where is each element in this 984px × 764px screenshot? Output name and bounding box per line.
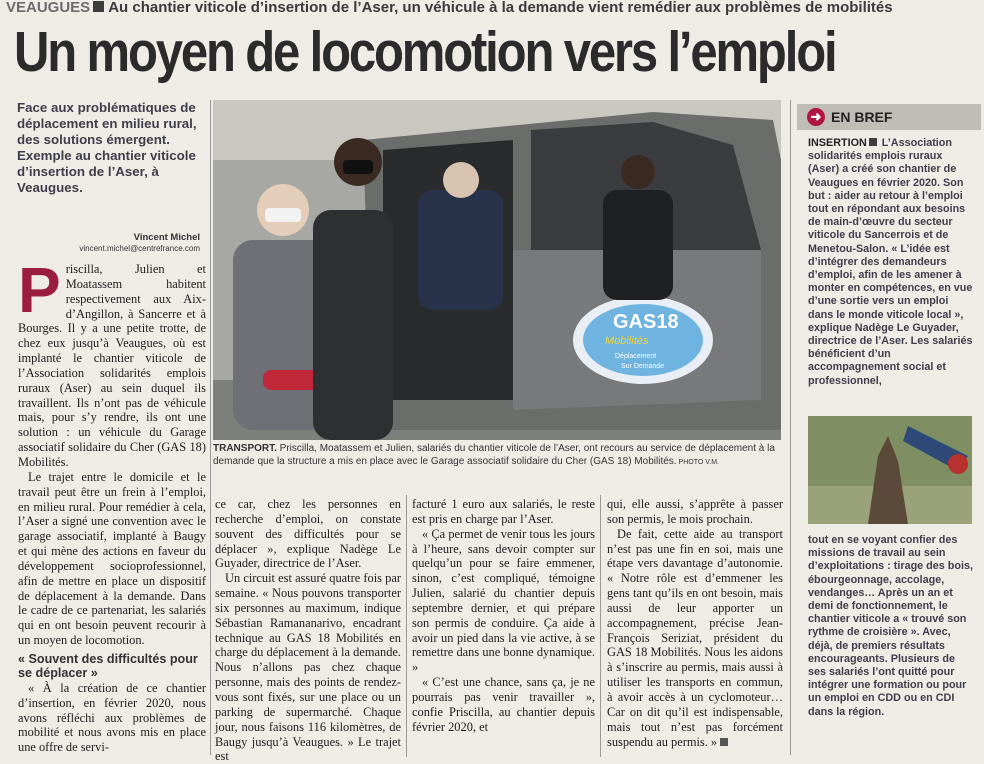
arrow-right-icon: ➜ bbox=[807, 108, 825, 126]
headline: Un moyen de locomotion vers l’emploi bbox=[14, 20, 836, 84]
standfirst: Face aux problématiques de déplacement en milieu rural, des solutions émergent. Exemple au chantier viticole d’insertion de l’Aser, à Veaugues. bbox=[17, 100, 197, 195]
photo-van bbox=[213, 100, 781, 440]
en-bref-text-1: L’Association solidarités emplois ruraux (Aser) a créé son chantier de Veaugues en février 2020. Son but : aider au retour à l’emploi tout en répondant aux besoins de main-d’œuvre du secteur viticole du Sancerrois et de Menetou-Salon. « L’idée est d’intégrer des demandeurs d’emploi, afin de les amener à monter en compétences, en vue d’une sortie vers un emploi dans le monde viticole local », explique Nadège Le Guyader, directrice de l’Aser. Les salariés bénéficient d’un accompagnement social et professionnel, bbox=[808, 137, 973, 387]
vineyard-photo bbox=[808, 416, 972, 524]
van-illustration bbox=[213, 100, 781, 440]
subheading: « Souvent des difficultés pour se déplacer » bbox=[18, 651, 198, 681]
column-divider bbox=[790, 100, 791, 755]
c2-paragraph-2: Un circuit est assuré quatre fois par semaine. « Nous pouvons transporter six personnes au maximum, indique Sébastian Ramananarivo, encadrant technique au GAS 18 Mobilités en charge du déplacement à la demande. Nous n’allons pas chez chaque personne, mais des points de rendez-vous sont fixés, sur une place ou un parking de supermarché. Chaque jour, nous faisons 116 kilomètres, de Baugy jusqu’à Veaugues. » Le trajet est bbox=[215, 571, 401, 764]
en-bref-header bbox=[797, 104, 981, 130]
c2-paragraph-1: ce car, chez les personnes en recherche d’emploi, on constate souvent des difficultés pour se déplacer », explique Nadège Le Guyader, directrice de l’Aser. bbox=[215, 497, 401, 571]
article-column-4 bbox=[607, 497, 783, 749]
en-bref-text-top bbox=[808, 137, 976, 388]
square-bullet-icon bbox=[869, 138, 877, 146]
drop-cap: P bbox=[18, 254, 61, 326]
c3-paragraph-3: « C’est une chance, sans ça, je ne pourrais pas venir travailler », confie Priscilla, au chantier depuis février 2020, et bbox=[412, 675, 595, 734]
paragraph-2: Le trajet entre le domicile et le travail peut être un frein à l’emploi, en milieu rural. Pour remédier à cela, l’Aser a signé une convention avec le garage associatif, implanté à Baugy et qui mène des actions en faveur du développement socioprofessionnel, afin de mettre en place un dispositif de déplacement à la demande. Dans le cadre de ce partenariat, les salariés qui en ont besoin peuvent recourir à un moyen de locomotion. bbox=[18, 469, 206, 648]
van-logo-text: GAS18 bbox=[613, 311, 679, 333]
van-logo-subtext: Mobilités bbox=[605, 335, 649, 347]
column-divider bbox=[406, 495, 407, 757]
caption-label: TRANSPORT. bbox=[213, 443, 277, 454]
caption-text: Priscilla, Moatassem et Julien, salariés du chantier viticole de l’Aser, ont recours au service de déplacement à la demande que la structure a mis en place avec le Garage associatif solidaire du Cher (GAS 18) Mobilités. bbox=[213, 443, 775, 467]
author-email: vincent.michel@centrefrance.com bbox=[79, 244, 200, 253]
en-bref-title: EN BREF bbox=[831, 109, 893, 125]
c4-paragraph-2: De fait, cette aide au transport n’est pas une fin en soi, mais une étape vers davantage d’autonomie. « Notre rôle est d’emmener les gens tant qu’ils en ont besoin, mais aussi de leur apporter un accompagnement, précise Jean-François Seriziat, président du GAS 18 Mobilités. Nous les aidons à s’inscrire au permis, mais aussi à utiliser les transports en commun, à avoir accès à un cyclomoteur… Car on dit qu’il est indispensable, mais tout n’est pas forcément suspendu au permis. » bbox=[607, 526, 783, 749]
photo-caption bbox=[213, 442, 783, 469]
c3-paragraph-2: « Ça permet de venir tous les jours à l’heure, sans devoir compter sur quelqu’un pour se faire emmener, sinon, c’est compliqué, témoigne Julien, salarié du chantier depuis septembre dernier, et qui prépare son permis de conduire. Ça aide à avoir un pied dans la vie active, à se remettre dans une bonne dynamique. » bbox=[412, 526, 595, 675]
article-column-1 bbox=[18, 254, 206, 755]
photo-credit: PHOTO V.M. bbox=[676, 459, 719, 466]
article-column-2 bbox=[215, 497, 401, 764]
van-logo-line4: Sur Demande bbox=[621, 363, 665, 370]
column-divider bbox=[600, 495, 601, 757]
c4-paragraph-1: qui, elle aussi, s’apprête à passer son permis, le mois prochain. bbox=[607, 497, 783, 526]
c3-paragraph-1: facturé 1 euro aux salariés, le reste est pris en charge par l’Aser. bbox=[412, 497, 595, 526]
square-bullet-icon bbox=[93, 1, 104, 12]
column-divider bbox=[210, 100, 211, 755]
author-name: Vincent Michel bbox=[133, 232, 200, 243]
end-mark-icon bbox=[720, 738, 728, 746]
location-label: VEAUGUES bbox=[6, 0, 91, 16]
paragraph-1: Priscilla, Julien et Moatassem habitent respectivement aux Aix-d’Angillon, à Sancerre et à Bourges. Il y a une petite trotte, de chez eux jusqu’à Veaugues, où est implanté le chantier viticole de l’Association solidarités emplois ruraux (Aser) au sein duquel ils travaillent. Ils n’ont pas de véhicule mais, pour s’y rendre, ils ont une solution : un véhicule du Garage associatif solidaire du Cher (GAS 18) Mobilités. bbox=[18, 254, 206, 469]
en-bref-text-bottom: tout en se voyant confier des missions de travail au sein d’exploitations : tirage des bois, ébourgeonnage, accolage, vendanges… Après un an et demi de fonctionnement, le chantier viticole a « trouvé son rythme de croisière ». Avec, déjà, de premiers résultats encourageants. Plusieurs de ses salariés l’ont quitté pour intégrer une formation ou pour un emploi en CDD ou en CDI dans la région. bbox=[808, 534, 973, 718]
en-bref-tag: INSERTION bbox=[808, 137, 867, 149]
van-logo-line3: Déplacement bbox=[615, 353, 657, 360]
kicker-line bbox=[6, 0, 981, 17]
vine-illustration bbox=[808, 416, 972, 524]
byline bbox=[20, 232, 200, 254]
kicker-text: Au chantier viticole d’insertion de l’Aser, un véhicule à la demande vient remédier aux problèmes de mobilités bbox=[108, 0, 893, 16]
article-column-3 bbox=[412, 497, 595, 735]
paragraph-3: « À la création de ce chantier d’insertion, en février 2020, nous avons réfléchi aux problèmes de mobilité et nous avons mis en place une offre de servi- bbox=[18, 680, 206, 755]
